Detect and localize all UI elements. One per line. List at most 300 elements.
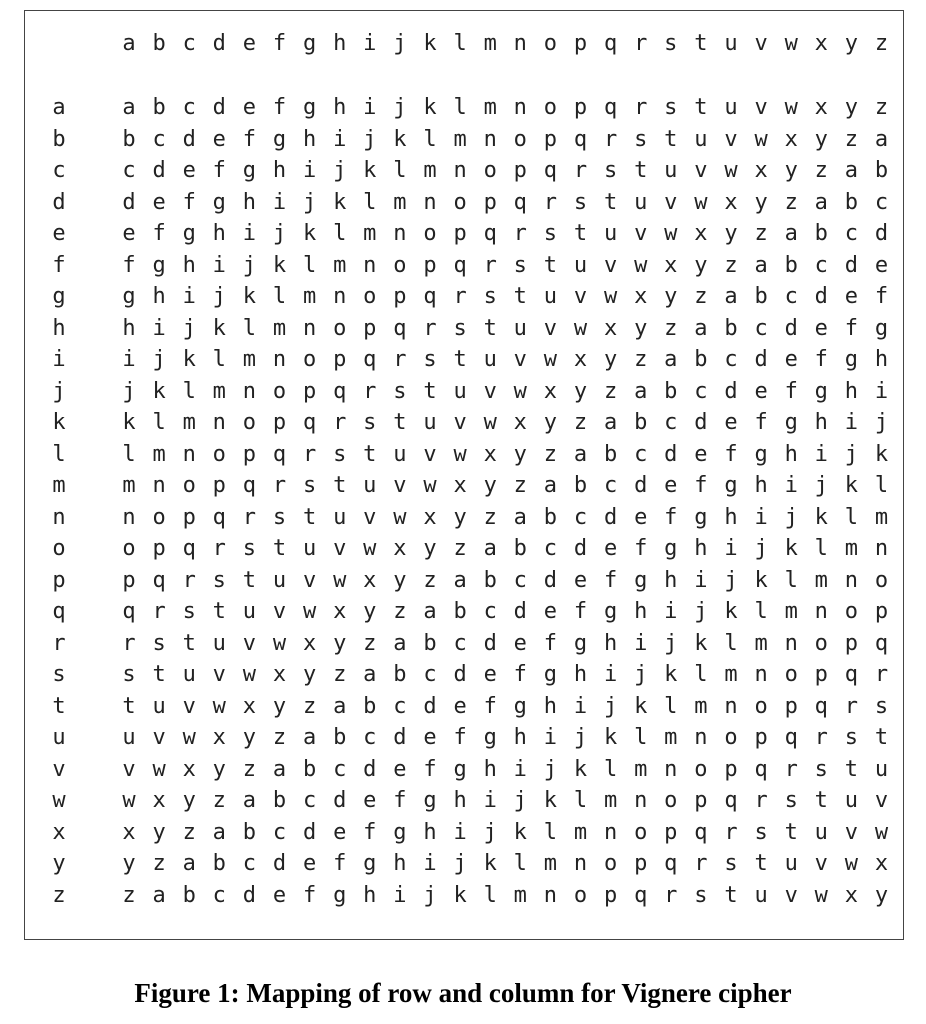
table-cell: u: [754, 882, 768, 908]
table-cell: k: [212, 315, 226, 341]
table-cell: u: [664, 158, 678, 183]
table-cell: d: [784, 315, 798, 341]
table-cell: s: [634, 126, 648, 152]
table-cell: p: [814, 662, 828, 687]
table-cell: y: [302, 662, 317, 687]
table-cell: g: [182, 221, 196, 246]
table-cell: f: [393, 788, 407, 813]
table-cell: t: [543, 252, 558, 278]
table-cell: r: [423, 315, 437, 341]
table-cell: x: [302, 630, 317, 656]
table-cell: d: [363, 756, 377, 782]
table-cell: w: [543, 347, 558, 372]
table-cell: k: [272, 252, 287, 278]
table-cell: i: [664, 599, 678, 624]
table-cell: h: [543, 693, 558, 719]
table-cell: b: [573, 473, 588, 498]
table-cell: q: [333, 378, 347, 404]
table-cell: o: [212, 441, 226, 467]
table-cell: v: [543, 315, 558, 341]
table-cell: o: [182, 473, 196, 498]
table-cell: w: [513, 378, 527, 404]
table-cell: j: [844, 441, 859, 467]
table-cell: z: [754, 221, 768, 246]
table-cell: w: [152, 756, 166, 782]
table-cell: a: [513, 504, 527, 530]
table-cell: l: [814, 536, 828, 561]
table-cell: r: [784, 756, 798, 782]
table-cell: e: [242, 95, 257, 120]
table-cell: w: [302, 599, 317, 624]
table-cell: i: [844, 410, 859, 435]
table-cell: i: [333, 126, 347, 152]
table-cell: b: [423, 630, 437, 656]
table-cell: r: [874, 662, 889, 687]
table-cell: t: [423, 378, 437, 404]
table-cell: k: [182, 347, 196, 372]
table-cell: x: [664, 252, 678, 278]
table-cell: k: [363, 158, 377, 183]
table-cell: m: [453, 126, 467, 152]
table-cell: g: [724, 473, 738, 498]
table-cell: i: [152, 315, 166, 341]
table-cell: e: [573, 567, 588, 593]
table-cell: j: [603, 693, 618, 719]
table-cell: a: [152, 882, 166, 908]
table-cell: t: [363, 441, 377, 467]
table-cell: p: [694, 788, 708, 813]
table-cell: g: [302, 95, 317, 120]
table-cell: n: [302, 315, 317, 341]
table-cell: k: [694, 630, 708, 656]
table-cell: x: [874, 851, 889, 876]
table-cell: m: [754, 630, 768, 656]
table-cell: s: [754, 819, 768, 845]
table-cell: y: [152, 819, 166, 845]
column-header: h: [333, 31, 347, 56]
table-cell: w: [453, 441, 467, 467]
table-cell: z: [724, 252, 738, 278]
table-cell: t: [453, 347, 467, 372]
vigenere-table: [24, 10, 904, 940]
table-cell: p: [302, 378, 317, 404]
row-header: m: [52, 473, 66, 498]
table-cell: w: [122, 788, 136, 813]
table-cell: l: [393, 158, 407, 183]
table-cell: g: [242, 158, 257, 183]
table-cell: x: [754, 158, 768, 183]
table-cell: s: [874, 693, 889, 719]
table-cell: v: [724, 126, 738, 152]
column-header: i: [363, 31, 377, 56]
table-cell: v: [694, 158, 708, 183]
table-cell: s: [363, 410, 377, 435]
table-cell: x: [513, 410, 527, 435]
table-cell: n: [122, 504, 136, 530]
table-cell: q: [814, 693, 828, 719]
table-cell: w: [634, 252, 648, 278]
table-cell: w: [784, 95, 798, 120]
table-cell: j: [152, 347, 166, 372]
row-header: d: [52, 189, 66, 215]
table-cell: h: [724, 504, 738, 530]
table-cell: u: [513, 315, 527, 341]
table-cell: p: [543, 126, 558, 152]
table-cell: f: [754, 410, 768, 435]
table-cell: z: [182, 819, 196, 845]
column-header: j: [393, 31, 407, 56]
table-cell: h: [302, 126, 317, 152]
table-cell: p: [423, 252, 437, 278]
table-cell: l: [664, 693, 678, 719]
table-cell: b: [784, 252, 798, 278]
table-cell: g: [664, 536, 678, 561]
table-cell: w: [694, 189, 708, 215]
table-cell: w: [272, 630, 287, 656]
column-header: y: [844, 31, 859, 56]
table-cell: o: [634, 819, 648, 845]
table-cell: s: [333, 441, 347, 467]
table-cell: r: [393, 347, 407, 372]
table-cell: k: [302, 221, 317, 246]
table-cell: u: [844, 788, 859, 813]
table-cell: z: [814, 158, 828, 183]
column-header: v: [754, 31, 768, 56]
table-cell: h: [363, 882, 377, 908]
table-cell: v: [664, 189, 678, 215]
table-cell: t: [754, 851, 768, 876]
table-cell: f: [513, 662, 527, 687]
table-cell: p: [634, 851, 648, 876]
table-cell: j: [874, 410, 889, 435]
table-cell: j: [784, 504, 798, 530]
table-cell: e: [272, 882, 287, 908]
table-cell: t: [212, 599, 226, 624]
table-cell: x: [483, 441, 497, 467]
table-cell: i: [423, 851, 437, 876]
table-cell: l: [694, 662, 708, 687]
table-cell: i: [302, 158, 317, 183]
table-cell: h: [152, 284, 166, 309]
table-cell: u: [302, 536, 317, 561]
table-cell: r: [182, 567, 196, 593]
table-cell: j: [122, 378, 136, 404]
column-header: m: [483, 31, 497, 56]
table-cell: y: [874, 882, 889, 908]
table-cell: t: [694, 95, 708, 120]
row-header: e: [52, 221, 66, 246]
table-cell: v: [784, 882, 798, 908]
table-cell: r: [543, 189, 558, 215]
table-cell: m: [573, 819, 588, 845]
table-cell: a: [603, 410, 618, 435]
table-cell: v: [272, 599, 287, 624]
table-cell: o: [513, 126, 527, 152]
table-cell: h: [513, 725, 527, 750]
table-cell: o: [242, 410, 257, 435]
table-cell: m: [363, 221, 377, 246]
table-cell: c: [122, 158, 136, 183]
table-cell: u: [363, 473, 377, 498]
table-cell: n: [874, 536, 889, 561]
table-cell: d: [182, 126, 196, 152]
table-cell: d: [694, 410, 708, 435]
table-cell: p: [453, 221, 467, 246]
table-cell: m: [423, 158, 437, 183]
table-cell: y: [573, 378, 588, 404]
table-cell: t: [844, 756, 859, 782]
table-cell: f: [363, 819, 377, 845]
table-cell: n: [513, 95, 527, 120]
table-cell: i: [543, 725, 558, 750]
table-cell: k: [543, 788, 558, 813]
table-cell: j: [754, 536, 768, 561]
table-cell: o: [333, 315, 347, 341]
table-cell: c: [212, 882, 226, 908]
row-header: l: [52, 441, 66, 467]
table-cell: i: [272, 189, 287, 215]
table-cell: w: [724, 158, 738, 183]
table-cell: i: [724, 536, 738, 561]
table-cell: c: [363, 725, 377, 750]
table-cell: q: [483, 221, 497, 246]
table-cell: z: [573, 410, 588, 435]
table-cell: h: [634, 599, 648, 624]
table-cell: s: [423, 347, 437, 372]
table-cell: d: [393, 725, 407, 750]
table-cell: x: [393, 536, 407, 561]
table-cell: c: [182, 95, 196, 120]
table-cell: i: [513, 756, 527, 782]
table-cell: e: [363, 788, 377, 813]
table-cell: y: [453, 504, 467, 530]
table-cell: u: [212, 630, 226, 656]
table-cell: g: [844, 347, 859, 372]
table-cell: c: [754, 315, 768, 341]
table-cell: j: [212, 284, 226, 309]
table-cell: a: [754, 252, 768, 278]
table-cell: p: [664, 819, 678, 845]
table-cell: g: [122, 284, 136, 309]
table-cell: a: [302, 725, 317, 750]
table-cell: d: [212, 95, 226, 120]
table-cell: y: [844, 95, 859, 120]
table-cell: x: [363, 567, 377, 593]
table-cell: h: [333, 95, 347, 120]
table-cell: t: [152, 662, 166, 687]
table-cell: i: [393, 882, 407, 908]
table-cell: d: [874, 221, 889, 246]
table-cell: z: [333, 662, 347, 687]
column-header: e: [242, 31, 257, 56]
table-cell: n: [603, 819, 618, 845]
table-cell: j: [363, 126, 377, 152]
table-cell: z: [363, 630, 377, 656]
table-cell: n: [182, 441, 196, 467]
table-cell: f: [212, 158, 226, 183]
table-cell: o: [874, 567, 889, 593]
table-cell: c: [242, 851, 257, 876]
table-cell: s: [152, 630, 166, 656]
table-cell: x: [603, 315, 618, 341]
table-cell: t: [664, 126, 678, 152]
table-cell: t: [724, 882, 738, 908]
column-header: x: [814, 31, 828, 56]
table-cell: p: [182, 504, 196, 530]
table-cell: l: [302, 252, 317, 278]
table-cell: e: [453, 693, 467, 719]
table-cell: e: [423, 725, 437, 750]
table-cell: p: [874, 599, 889, 624]
table-cell: s: [242, 536, 257, 561]
table-cell: r: [694, 851, 708, 876]
table-cell: r: [453, 284, 467, 309]
table-cell: h: [874, 347, 889, 372]
table-cell: l: [152, 410, 166, 435]
table-cell: l: [182, 378, 196, 404]
table-cell: b: [814, 221, 828, 246]
column-header: t: [694, 31, 708, 56]
table-cell: g: [513, 693, 527, 719]
table-cell: b: [212, 851, 226, 876]
table-cell: h: [844, 378, 859, 404]
table-cell: f: [664, 504, 678, 530]
table-cell: e: [513, 630, 527, 656]
table-cell: b: [874, 158, 889, 183]
table-cell: o: [272, 378, 287, 404]
table-cell: z: [302, 693, 317, 719]
table-cell: k: [754, 567, 768, 593]
table-cell: l: [272, 284, 287, 309]
table-cell: g: [784, 410, 798, 435]
table-cell: c: [784, 284, 798, 309]
table-cell: u: [333, 504, 347, 530]
table-cell: a: [573, 441, 588, 467]
table-cell: q: [784, 725, 798, 750]
table-cell: i: [242, 221, 257, 246]
table-cell: d: [152, 158, 166, 183]
table-cell: q: [152, 567, 166, 593]
table-cell: p: [573, 95, 588, 120]
table-cell: f: [242, 126, 257, 152]
table-cell: d: [302, 819, 317, 845]
table-cell: k: [423, 95, 437, 120]
table-cell: d: [543, 567, 558, 593]
table-cell: j: [453, 851, 467, 876]
table-cell: j: [483, 819, 497, 845]
table-cell: c: [664, 410, 678, 435]
row-header: p: [52, 567, 66, 593]
table-cell: f: [333, 851, 347, 876]
table-cell: j: [573, 725, 588, 750]
table-cell: j: [513, 788, 527, 813]
table-cell: g: [483, 725, 497, 750]
table-cell: e: [122, 221, 136, 246]
table-cell: j: [814, 473, 828, 498]
table-cell: v: [603, 252, 618, 278]
table-cell: i: [784, 473, 798, 498]
column-header: d: [212, 31, 226, 56]
table-cell: v: [423, 441, 437, 467]
table-cell: c: [874, 189, 889, 215]
table-cell: y: [122, 851, 136, 876]
table-cell: w: [423, 473, 437, 498]
table-cell: w: [393, 504, 407, 530]
table-cell: q: [573, 126, 588, 152]
table-cell: u: [272, 567, 287, 593]
table-cell: y: [694, 252, 708, 278]
row-header: q: [52, 599, 66, 624]
table-cell: y: [333, 630, 347, 656]
table-cell: k: [784, 536, 798, 561]
table-cell: j: [423, 882, 437, 908]
table-cell: l: [634, 725, 648, 750]
column-header: r: [634, 31, 648, 56]
table-cell: h: [182, 252, 196, 278]
table-cell: o: [453, 189, 467, 215]
table-cell: u: [724, 95, 738, 120]
table-cell: c: [573, 504, 588, 530]
table-cell: d: [272, 851, 287, 876]
table-cell: z: [242, 756, 257, 782]
table-cell: w: [874, 819, 889, 845]
table-cell: u: [122, 725, 136, 750]
table-cell: k: [513, 819, 527, 845]
table-cell: v: [122, 756, 136, 782]
table-cell: o: [814, 630, 828, 656]
table-cell: h: [212, 221, 226, 246]
table-cell: p: [212, 473, 226, 498]
table-cell: n: [694, 725, 708, 750]
table-cell: m: [333, 252, 347, 278]
table-cell: z: [483, 504, 497, 530]
table-cell: k: [634, 693, 648, 719]
table-cell: a: [242, 788, 257, 813]
table-cell: h: [603, 630, 618, 656]
table-cell: i: [363, 95, 377, 120]
table-cell: l: [603, 756, 618, 782]
table-cell: d: [634, 473, 648, 498]
table-cell: t: [122, 693, 136, 719]
table-cell: f: [483, 693, 497, 719]
table-cell: y: [363, 599, 377, 624]
table-cell: u: [423, 410, 437, 435]
table-cell: s: [453, 315, 467, 341]
table-cell: p: [844, 630, 859, 656]
table-cell: b: [272, 788, 287, 813]
table-cell: i: [122, 347, 136, 372]
table-cell: g: [152, 252, 166, 278]
table-cell: f: [152, 221, 166, 246]
table-cell: n: [754, 662, 768, 687]
table-cell: j: [242, 252, 257, 278]
table-cell: o: [543, 95, 558, 120]
table-cell: q: [182, 536, 196, 561]
table-cell: n: [543, 882, 558, 908]
table-cell: i: [483, 788, 497, 813]
table-cell: c: [543, 536, 558, 561]
table-cell: o: [844, 599, 859, 624]
table-cell: i: [182, 284, 196, 309]
table-cell: m: [272, 315, 287, 341]
table-cell: a: [844, 158, 859, 183]
column-header: z: [874, 31, 889, 56]
table-cell: h: [122, 315, 136, 341]
table-cell: e: [483, 662, 497, 687]
table-cell: z: [694, 284, 708, 309]
table-cell: u: [182, 662, 196, 687]
table-cell: r: [363, 378, 377, 404]
